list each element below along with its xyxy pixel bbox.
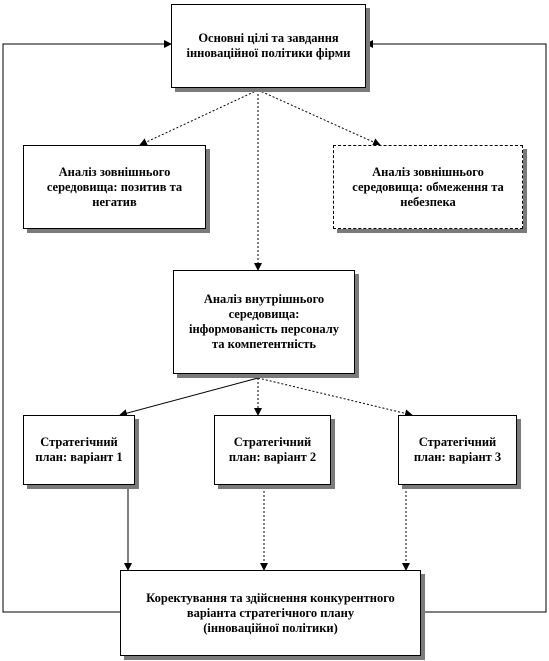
arrow-internal-to-plan3 xyxy=(258,378,412,415)
arrow-goals-to-external-positive xyxy=(140,90,258,145)
external-limits-box xyxy=(333,145,523,229)
arrow-internal-to-plan1 xyxy=(120,378,258,415)
internal-analysis-box xyxy=(173,270,355,374)
plan1-box xyxy=(23,415,135,485)
external-positive-text: Аналіз зовнішнього середовища: позитив та негатив xyxy=(46,164,183,209)
correction-box xyxy=(120,570,421,656)
arrow-goals-to-external-limits xyxy=(258,90,380,145)
external-limits-text: Аналіз зовнішнього середовища: обмеження та небезпека xyxy=(352,164,504,209)
goals-box xyxy=(171,4,366,88)
plan2-box xyxy=(214,415,331,485)
plan3-box xyxy=(398,415,517,485)
correction-note-text: (інноваційної політики) xyxy=(203,620,338,635)
external-positive-box xyxy=(23,145,206,229)
plan1-text: Стратегічний план: варіант 1 xyxy=(35,435,123,464)
plan2-text: Стратегічний план: варіант 2 xyxy=(228,435,317,464)
feedback-loop-right xyxy=(366,44,546,612)
correction-main-text: Коректування та здійснення конкурентного варіанта стратегічного плану xyxy=(146,590,395,620)
goals-text: Основні цілі та завдання інноваційної політики фірми xyxy=(186,31,351,60)
plan3-text: Стратегічний план: варіант 3 xyxy=(413,435,502,464)
internal-analysis-text: Аналіз внутрішнього середовища: інформованість персоналу та компетентність xyxy=(188,292,340,351)
feedback-loop-left xyxy=(3,44,171,612)
